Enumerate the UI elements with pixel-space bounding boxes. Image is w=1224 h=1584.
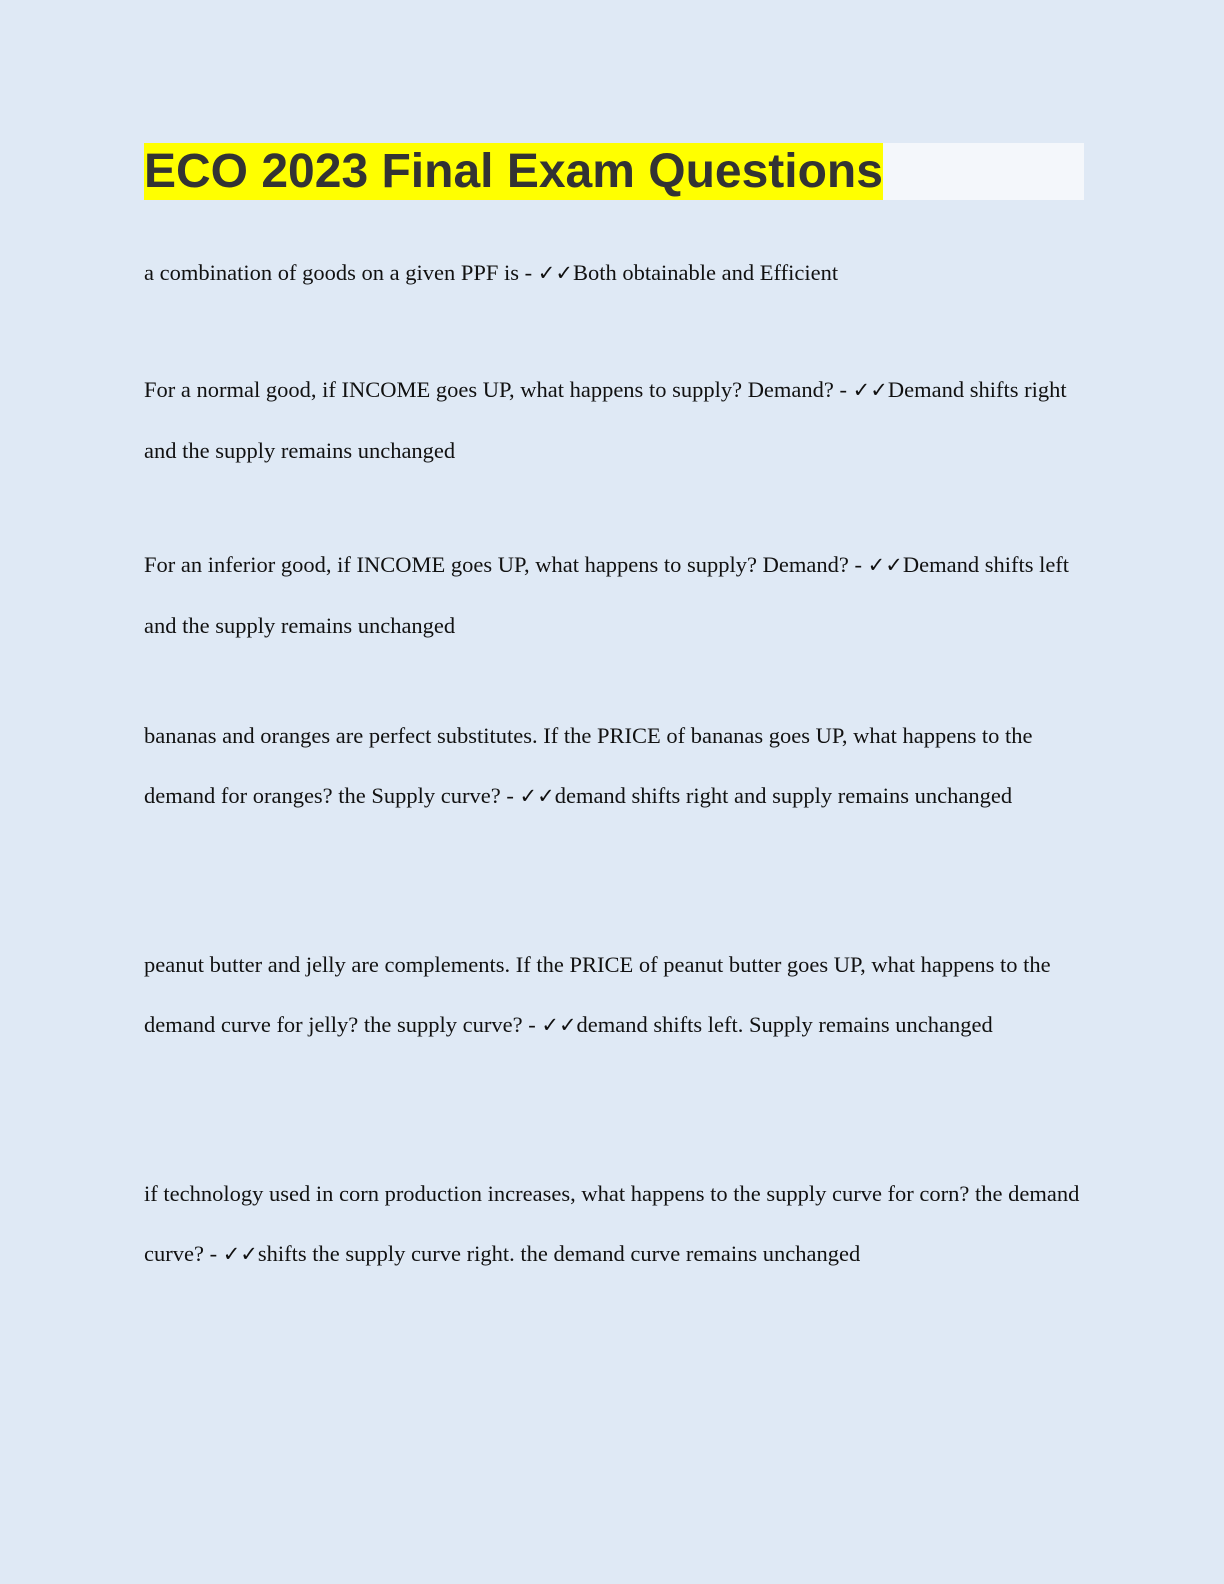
double-check-icon: ✓✓: [537, 261, 573, 285]
question-text: if technology used in corn production increases, what happens to the supply curve for corn? the demand curve? -: [144, 1181, 1080, 1266]
double-check-icon: ✓✓: [867, 553, 903, 577]
question-answer-item: [144, 535, 1089, 655]
double-check-icon: ✓✓: [519, 783, 555, 808]
question-text: bananas and oranges are perfect substitutes. If the PRICE of bananas goes UP, what happens to the demand for oranges? the Supply curve? -: [144, 723, 1033, 808]
question-text: a combination of goods on a given PPF is -: [144, 260, 538, 285]
question-answer-item: [144, 1164, 1089, 1284]
answer-text: Demand shifts right and the supply remains unchanged: [144, 377, 1067, 463]
question-text: peanut butter and jelly are complements. If the PRICE of peanut butter goes UP, what happens to the demand curve for jelly? the supply curve? -: [144, 952, 1051, 1037]
question-text: For an inferior good, if INCOME goes UP, what happens to supply? Demand? -: [144, 552, 868, 577]
double-check-icon: ✓✓: [222, 1241, 258, 1266]
question-answer-item: [144, 706, 1089, 826]
question-text: For a normal good, if INCOME goes UP, what happens to supply? Demand? -: [144, 377, 853, 402]
question-answer-item: [144, 360, 1089, 480]
question-answer-item: [144, 243, 1089, 304]
answer-text: Both obtainable and Efficient: [572, 260, 839, 285]
answer-text: shifts the supply curve right. the demand curve remains unchanged: [257, 1240, 861, 1266]
answer-text: Demand shifts left and the supply remains unchanged: [144, 552, 1070, 638]
answer-text: demand shifts left. Supply remains unchanged: [576, 1011, 993, 1037]
answer-text: demand shifts right and supply remains unchanged: [554, 782, 1013, 808]
double-check-icon: ✓✓: [852, 378, 888, 402]
question-answer-item: [144, 935, 1089, 1055]
page-title: ECO 2023 Final Exam Questions: [144, 145, 883, 198]
double-check-icon: ✓✓: [541, 1012, 577, 1037]
